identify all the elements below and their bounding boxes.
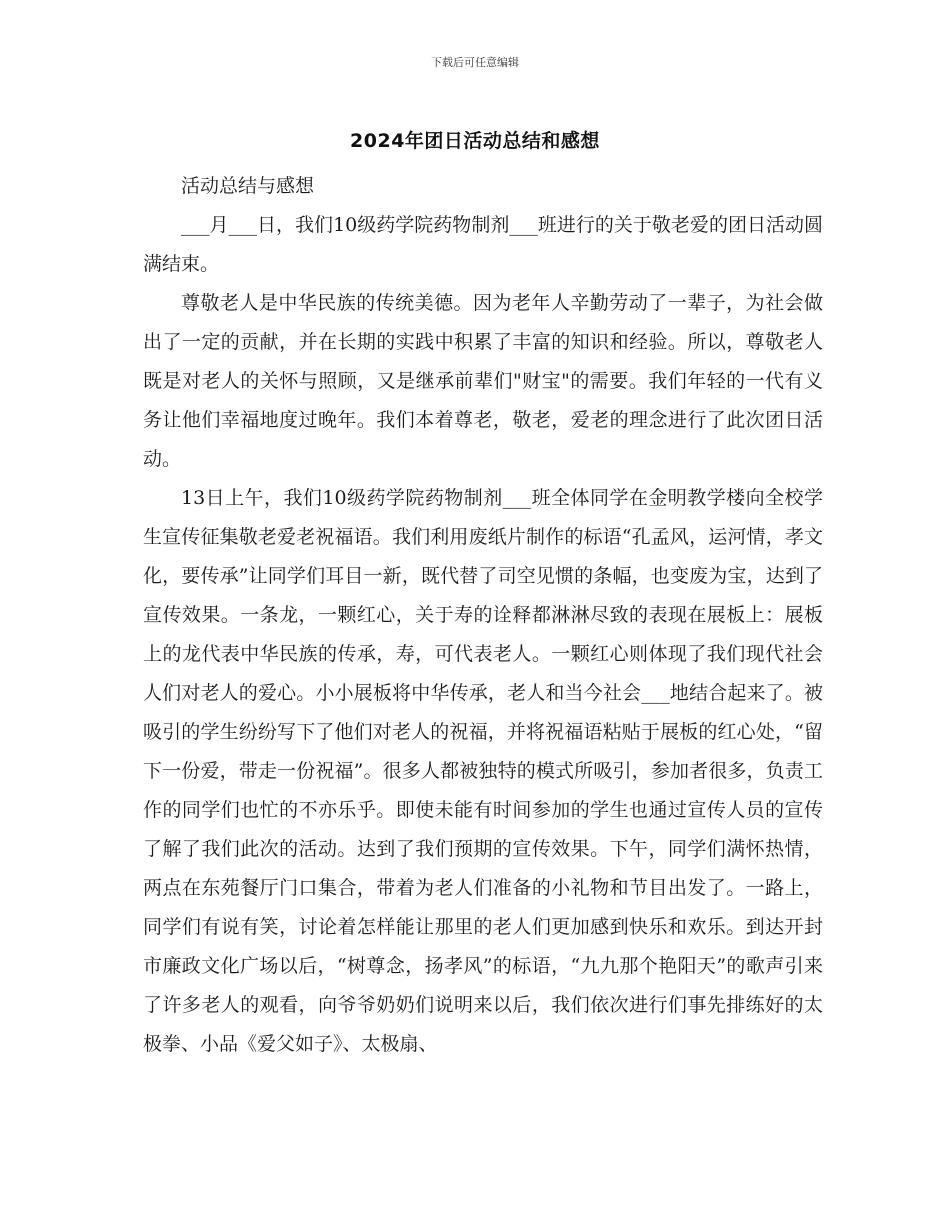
paragraph-respect: 尊敬老人是中华民族的传统美德。因为老年人辛勤劳动了一辈子，为社会做出了一定的贡献，并在长期的实践中积累了丰富的知识和经验。所以，尊敬老人既是对老人的关怀与照顾，又是继承前辈们"财宝"的需要。我们年轻的一代有义务让他们幸福地度过晚年。我们本着尊老，敬老，爱老的理念进行了此次团日活动。: [143, 292, 823, 470]
section-subheading: 活动总结与感想: [181, 175, 315, 197]
document-title: 2024年团日活动总结和感想: [350, 130, 600, 152]
paragraph-activity: 13日上午，我们10级药学院药物制剂___班全体同学在金明教学楼向全校学生宣传征集敬老爱老祝福语。我们利用废纸片制作的标语“孔孟风，运河情，孝文化，要传承”让同学们耳目一新，既代替了司空见惯的条幅，也变废为宝，达到了宣传效果。一条龙，一颗红心，关于寿的诠释都淋淋尽致的表现在展板上：展板上的龙代表中华民族的传承，寿，可代表老人。一颗红心则体现了我们现代社会人们对老人的爱心。小小展板将中华传承，老人和当今社会___地结合起来了。被吸引的学生纷纷写下了他们对老人的祝福，并将祝福语粘贴于展板的红心处，“留下一份爱，带走一份祝福”。很多人都被独特的模式所吸引，参加者很多，负责工作的同学们也忙的不亦乐乎。即使未能有时间参加的学生也通过宣传人员的宣传了解了我们此次的活动。达到了我们预期的宣传效果。下午，同学们满怀热情，两点在东苑餐厅门口集合，带着为老人们准备的小礼物和节目出发了。一路上，同学们有说有笑，讨论着怎样能让那里的老人们更加感到快乐和欢乐。到达开封市廉政文化广场以后，“树尊念，扬孝风”的标语，“九九那个艳阳天”的歌声引来了许多老人的观看，向爷爷奶奶们说明来以后，我们依次进行们事先排练好的太极拳、小品《爱父如子》、太极扇、: [143, 487, 823, 1055]
document-body: [143, 167, 823, 1064]
page-header-note: 下载后可任意编辑: [431, 56, 519, 69]
paragraph-intro: ___月___日，我们10级药学院药物制剂___班进行的关于敬老爱的团日活动圆满结束。: [143, 214, 823, 275]
